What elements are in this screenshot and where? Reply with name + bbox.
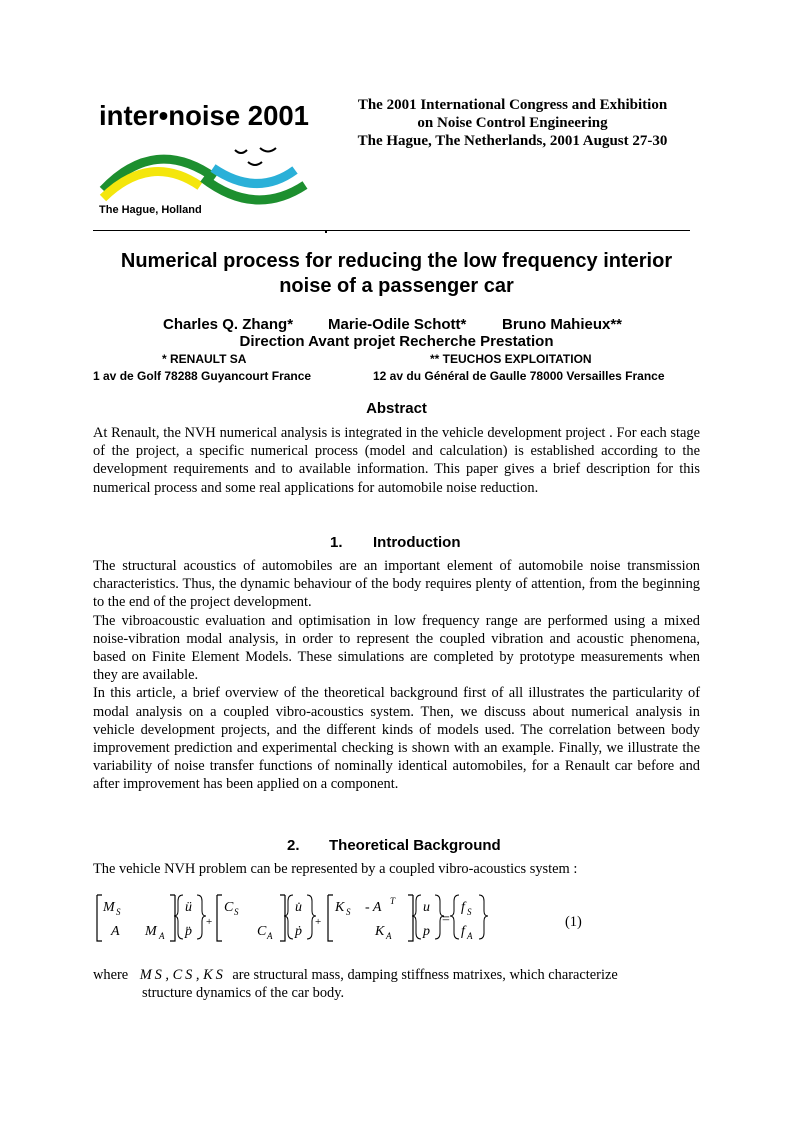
inter-noise-logo [95,90,320,220]
eq-p-ddot: p̈ [185,924,192,939]
eq-m21: A [111,924,120,939]
abstract-heading: Abstract [366,400,427,417]
affiliation-1-name: * RENAULT SA [162,352,247,366]
section-2-heading: Theoretical Background [329,837,501,854]
eq-k12-sup: T [390,896,396,906]
affiliation-2-address: 12 av du Général de Gaulle 78000 Versailles France [373,369,665,383]
affiliation-2-name: ** TEUCHOS EXPLOITATION [430,352,592,366]
abstract-text: At Renault, the NVH numerical analysis is integrated in the vehicle development project . For each stage of the project, a specific numerical process (model and calculation) is established according to the development requirements and to available information. This paper gives a brief description for this numerical process and some real applications for automobile noise reduction. [93,425,700,496]
eq-p: p [423,924,430,939]
section-1-heading: Introduction [373,534,461,551]
eq-p-dot: ṗ [295,924,302,939]
eq-m22-sub: A [159,931,165,941]
conference-line-2: on Noise Control Engineering [417,115,608,131]
eq-number: (1) [565,914,582,930]
where-clause [93,966,700,1002]
eq-u-ddot: ü [185,900,192,915]
section-2-number: 2. [287,837,300,854]
eq-u: u [423,900,430,915]
eq-m11: M [103,900,115,915]
conference-line-3: The Hague, The Netherlands, 2001 August 27-30 [357,133,668,149]
eq-plus-2: + [315,916,322,928]
eq-c11: C [224,900,234,915]
logo-wordmark: inter•noise 2001 [99,100,309,131]
eq-k22: K [375,924,385,939]
header-rule [93,230,690,231]
author-2: Marie-Odile Schott* [328,316,467,333]
eq-m11-sub: S [116,907,121,917]
paragraph: The vibroacoustic evaluation and optimisation in low frequency range are performed using a mixed noise-vibration modal analysis, in order to represent the coupled vibration and acoustic phenomena, based on Finite Element Models. These simulations are completed by prototype measurements when they are available. [93,612,700,684]
eq-c22-sub: A [267,931,273,941]
where-line-1 [93,966,700,984]
eq-f2-sub: A [467,931,473,941]
author-1: Charles Q. Zhang* [163,316,294,333]
eq-f2: f [461,924,465,939]
eq-k11-sub: S [346,907,351,917]
title-line-1: Numerical process for reducing the low frequency interior [120,250,673,272]
eq-c11-sub: S [234,907,239,917]
eq-f1-sub: S [467,907,472,917]
eq-k22-sub: A [386,931,392,941]
where-text-1: are structural mass, damping stiffness matrixes, which characterize [232,967,618,983]
logo-location: The Hague, Holland [99,204,202,216]
eq-u-dot: u̇ [295,900,302,915]
section-2-intro: The vehicle NVH problem can be represented by a coupled vibro-acoustics system : [93,861,578,877]
where-lead: where [93,967,129,983]
eq-m22: M [145,924,157,939]
paper-title [93,249,700,299]
department: Direction Avant projet Recherche Prestation [239,333,554,350]
author-3: Bruno Mahieux** [502,316,623,333]
paragraph: The structural acoustics of automobiles are an important element of automobile noise transmission characteristics. Thus, the dynamic behaviour of the body requires plenty of attention, from the beginning to the end of the project development. [93,558,700,611]
eq-equals: = [442,912,450,927]
where-symbols: M S , C S , K S [139,967,223,983]
where-line-2: structure dynamics of the car body. [142,985,345,1002]
conference-line-1: The 2001 International Congress and Exhibition [357,97,668,113]
header-rule-tick [325,230,327,233]
eq-f1: f [461,900,465,915]
equation-1 [93,893,700,945]
eq-k11: K [335,900,345,915]
eq-plus-1: + [206,916,213,928]
affiliation-1-address: 1 av de Golf 78288 Guyancourt France [93,369,312,383]
section-1-body [93,557,700,794]
eq-c22: C [257,924,267,939]
eq-k12: - A [365,900,382,915]
section-1-number: 1. [330,534,343,551]
title-line-2: noise of a passenger car [279,275,514,297]
conference-info [335,96,690,150]
paragraph: In this article, a brief overview of the theoretical background first of all illustrates the particularity of modal analysis on a coupled vibro-acoustics system. Then, we discuss about numerical analysis in vehicle development projects, and the different kinds of models used. The correlation between body improvement prediction and experimental checking is shown with an example. Finally, we illustrate the variability of noise transfer functions of nominally identical automobiles, for a Renault car before and after improvement has been applied on a component. [93,685,700,793]
